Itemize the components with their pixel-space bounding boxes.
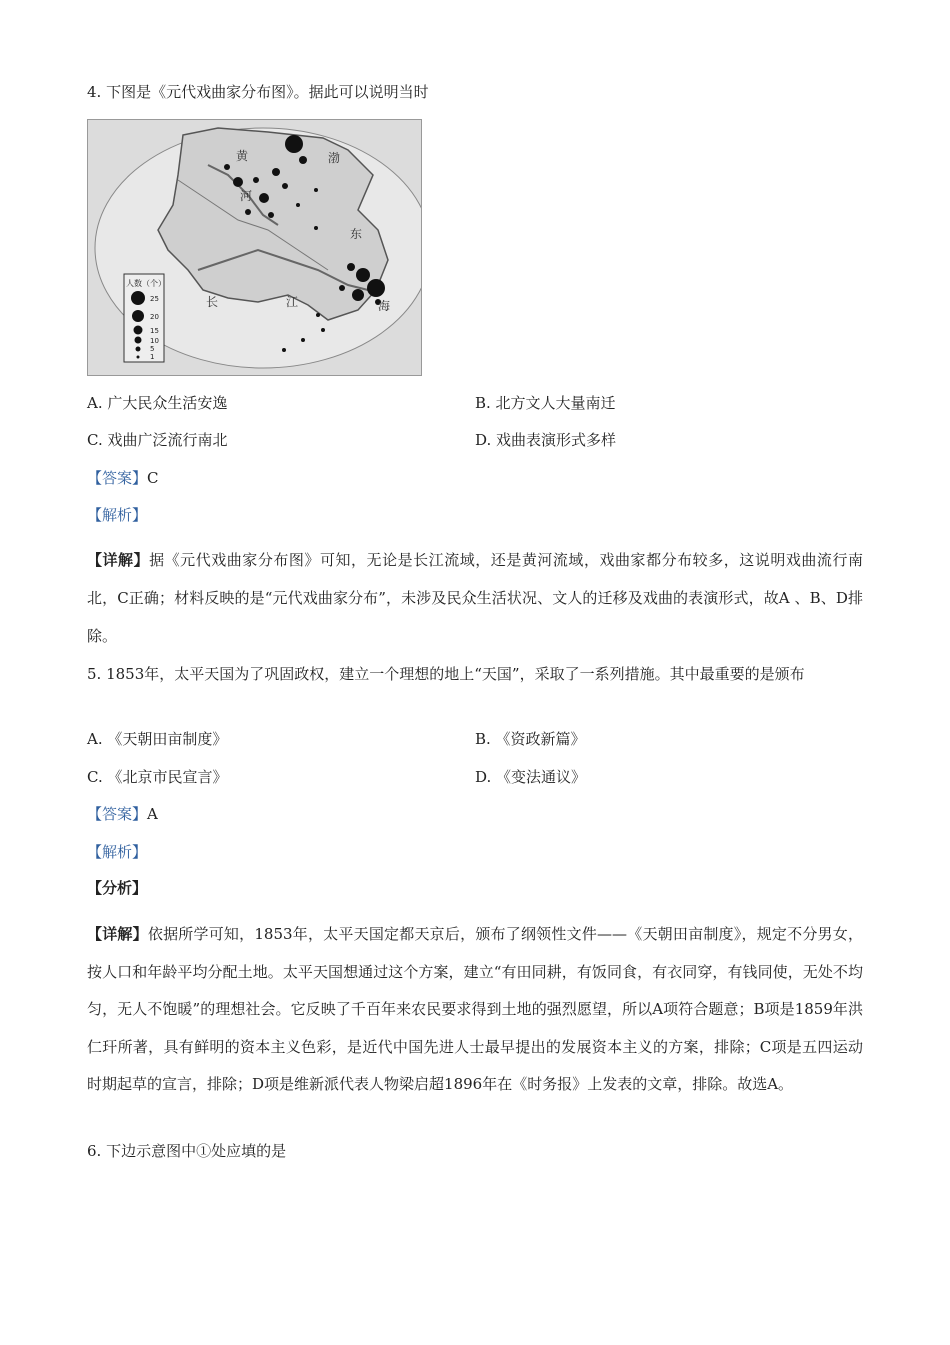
q5-detail-tag: 【详解】 (87, 925, 148, 943)
legend-value-5: 5 (150, 345, 155, 353)
q4-answer-row (87, 468, 159, 488)
q4-detail-tag: 【详解】 (87, 551, 150, 569)
q4-answer-tag: 【答案】 (87, 469, 148, 487)
yuan-opera-map (87, 119, 422, 376)
q6-stem: 6. 下边示意图中①处应填的是 (87, 1142, 287, 1160)
q5-analysis-tag: 【解析】 (87, 843, 148, 861)
label-dong: 东 (350, 227, 363, 241)
q5-answer-row (87, 804, 158, 824)
q4-analysis-tag: 【解析】 (87, 506, 148, 524)
q4-option-b: B. 北方文人大量南迁 (475, 394, 616, 412)
legend-value-1: 1 (150, 353, 155, 361)
q4-detail (87, 541, 863, 655)
q5-option-b: B. 《资政新篇》 (475, 730, 586, 748)
legend-title: 人数（个） (126, 279, 166, 288)
q5-detail-text: 依据所学可知，1853年，太平天国定都天京后，颁布了纲领性文件——《天朝田亩制度》，规定不分男女，按人口和年龄平均分配土地。太平天国想通过这个方案，建立“有田同耕，有饭同食，有衣同穿，有钱同使，无处不均匀，无人不饱暖”的理想社会。它反映了千百年来农民要求得到土地的强烈愿望，所以A项符合题意；B项是1859年洪仁玕所著，具有鲜明的资本主义色彩，是近代中国先进人士最早提出的发展资本主义的方案，排除；C项是五四运动时期起草的宣言，排除；D项是维新派代表人物梁启超1896年在《时务报》上发表的文章，排除。故选A。 (87, 925, 863, 1093)
label-bo: 渤 (328, 151, 341, 165)
q5-detail (87, 916, 863, 1104)
q5-option-c: C. 《北京市民宣言》 (87, 768, 228, 786)
map-graphic (88, 120, 421, 375)
label-hai: 海 (378, 299, 391, 313)
q4-option-c: C. 戏曲广泛流行南北 (87, 431, 228, 449)
q5-fenxi-tag: 【分析】 (87, 879, 148, 897)
q4-answer-value: C (147, 469, 159, 487)
q5-answer-tag: 【答案】 (87, 805, 148, 823)
label-huang: 黄 (236, 149, 249, 163)
q4-option-d: D. 戏曲表演形式多样 (475, 431, 617, 449)
q4-detail-text: 据《元代戏曲家分布图》可知，无论是长江流域，还是黄河流域，戏曲家都分布较多，这说明戏曲流行南北，C正确；材料反映的是“元代戏曲家分布”，未涉及民众生活状况、文人的迁移及戏曲的表演形式，故A 、B、D排除。 (87, 551, 863, 645)
q5-answer-value: A (147, 805, 158, 823)
legend-value-15: 15 (150, 327, 159, 335)
q4-stem: 4. 下图是《元代戏曲家分布图》。据此可以说明当时 (87, 83, 429, 101)
q5-option-d: D. 《变法通议》 (475, 768, 587, 786)
map-legend (124, 274, 166, 362)
legend-value-20: 20 (150, 313, 159, 321)
legend-value-10: 10 (150, 337, 159, 345)
label-he: 河 (240, 189, 253, 203)
q5-stem: 5. 1853年，太平天国为了巩固政权，建立一个理想的地上“天国”，采取了一系列措施。其中最重要的是颁布 (87, 665, 805, 683)
label-jiang: 江 (286, 295, 299, 309)
legend-value-25: 25 (150, 295, 159, 303)
label-chang: 长 (206, 295, 219, 309)
q5-option-a: A. 《天朝田亩制度》 (87, 730, 228, 748)
q4-option-a: A. 广大民众生活安逸 (87, 394, 228, 412)
